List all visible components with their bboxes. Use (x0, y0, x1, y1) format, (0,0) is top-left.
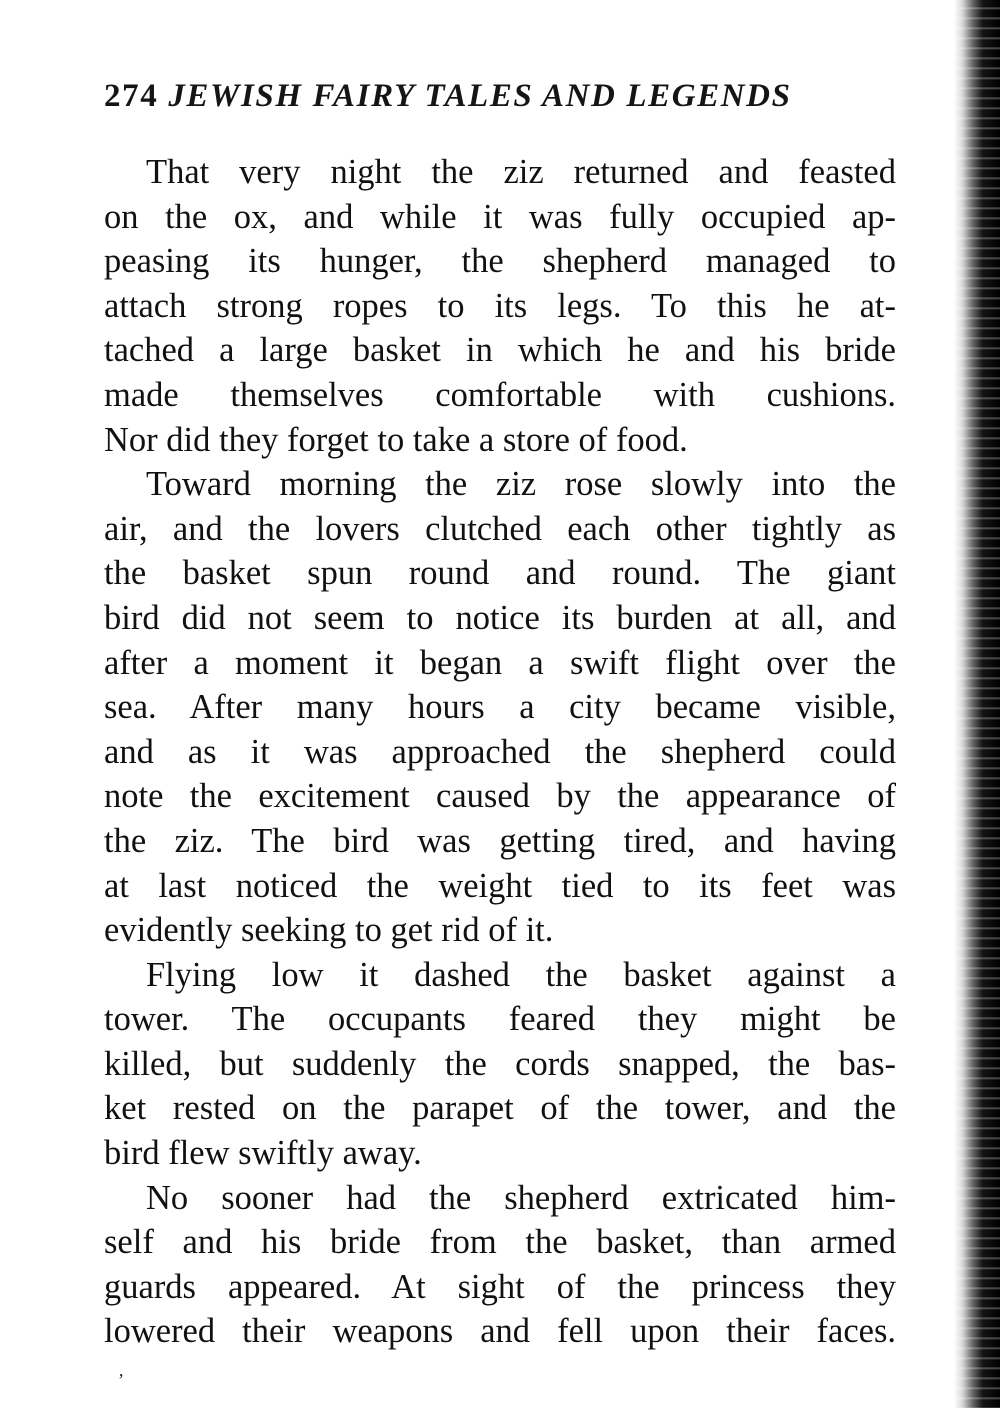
text-line: That very night the ziz returned and feasted (146, 153, 896, 191)
text-line: evidently seeking to get rid of it. (104, 911, 554, 950)
text-line: tached a large basket in which he and his bride (104, 331, 896, 370)
running-title: JEWISH FAIRY TALES AND LEGENDS (168, 78, 792, 114)
text-line: sea. After many hours a city became visible, (104, 688, 896, 727)
binding-shadow (954, 0, 1000, 1408)
text-line: Flying low it dashed the basket against a (146, 955, 896, 994)
text-line: after a moment it began a swift flight over the (104, 643, 896, 682)
text-line: tower. The occupants feared they might be (104, 1000, 896, 1039)
text-line: bird did not seem to notice its burden at all, and (104, 598, 896, 637)
text-line: air, and the lovers clutched each other tightly as (104, 509, 896, 548)
text-line: self and his bride from the basket, than armed (104, 1223, 896, 1262)
text-line: attach strong ropes to its legs. To this he at- (104, 286, 896, 325)
text-line: ket rested on the parapet of the tower, and the (104, 1089, 896, 1128)
text-line: and as it was approached the shepherd could (104, 732, 896, 771)
text-line: made themselves comfortable with cushions. (104, 375, 896, 414)
text-line: lowered their weapons and fell upon their faces. (104, 1312, 896, 1351)
text-line: Nor did they forget to take a store of food. (104, 420, 688, 459)
text-line: Toward morning the ziz rose slowly into the (146, 465, 896, 504)
text-line: the basket spun round and round. The giant (104, 554, 896, 593)
text-line: the ziz. The bird was getting tired, and having (104, 821, 896, 860)
scan-speck: ’ (118, 1370, 124, 1390)
text-line: at last noticed the weight tied to its feet was (104, 866, 896, 905)
text-line: peasing its hunger, the shepherd managed to (104, 242, 896, 281)
text-line: No sooner had the shepherd extricated him- (146, 1178, 896, 1217)
text-line: killed, but suddenly the cords snapped, the bas- (104, 1044, 896, 1083)
page-number: 274 (104, 78, 159, 114)
body-text (104, 150, 896, 1354)
running-head (104, 78, 904, 115)
text-line: on the ox, and while it was fully occupied ap- (104, 197, 896, 236)
text-line: bird flew swiftly away. (104, 1134, 422, 1173)
text-line: guards appeared. At sight of the princess they (104, 1267, 896, 1306)
text-line: note the excitement caused by the appearance of (104, 777, 896, 816)
